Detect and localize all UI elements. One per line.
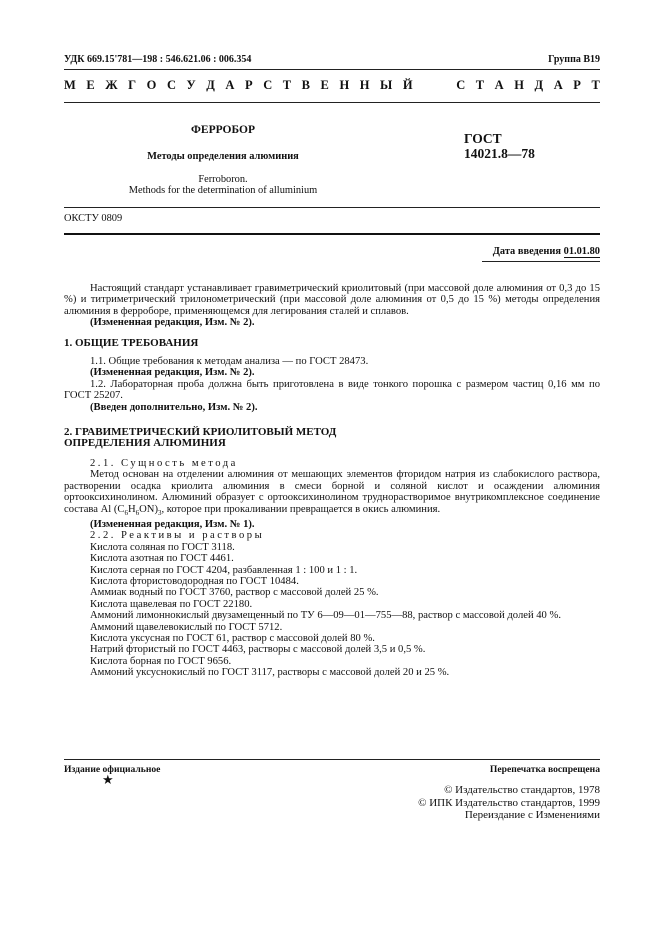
section-1-heading: 1. ОБЩИЕ ТРЕБОВАНИЯ <box>64 336 199 349</box>
banner-letter: Т <box>282 78 292 92</box>
okstu-rule <box>64 233 600 235</box>
reagent-item: Кислота азотная по ГОСТ 4461. <box>90 553 234 565</box>
reagent-item: Кислота борная по ГОСТ 9656. <box>90 655 232 667</box>
intro-note: (Измененная редакция, Изм. № 2). <box>90 317 255 329</box>
copyright-1999: © ИПК Издательство стандартов, 1999 <box>418 796 600 809</box>
reagent-item: Кислота фтористоводородная по ГОСТ 10484. <box>90 576 299 588</box>
clause-1-2: 1.2. Лабораторная проба должна быть приготовлена в виде тонкого порошка с размером частиц 0,16 мм по ГОСТ 25207. <box>64 378 600 402</box>
header-rule <box>64 69 600 70</box>
group-code: Группа В19 <box>548 54 600 65</box>
banner-letter: Т <box>591 78 600 92</box>
banner-letter: У <box>186 78 196 92</box>
clause-2-1-note: (Измененная редакция, Изм. № 1). <box>90 519 255 531</box>
banner-letter: Й <box>402 78 413 92</box>
banner-letter: С <box>166 78 176 92</box>
banner-letter: С <box>263 78 273 92</box>
section-2-heading-line1: 2. ГРАВИМЕТРИЧЕСКИЙ КРИОЛИТОВЫЙ МЕТОД <box>64 426 337 439</box>
clause-2-1-text: Метод основан на отделении алюминия от мешающих элементов фторидом натрия из слабокислого раствора, растворении осадка криолита алюминия в смеси борной и соляной кислот и осаждении алюминия ортооксихинолином. Алюминий образует с ортооксихинолином труднорастворимое внутрикомплексное соединение состава Al $(C_6H_6ON)_3$, которое при прокаливании превращается в окись алюминия. <box>64 469 600 517</box>
banner-letter: Е <box>320 78 329 92</box>
udk-code: УДК 669.15'781—198 : 546.621.06 : 006.354 <box>64 54 252 65</box>
clause-1-1: 1.1. Общие требования к методам анализа — по ГОСТ 28473. <box>90 356 369 368</box>
reagent-item: Кислота щавелевая по ГОСТ 22180. <box>90 598 253 610</box>
banner-letter: А <box>494 78 504 92</box>
reagent-item: Кислота серная по ГОСТ 4204, разбавленная 1 : 100 и 1 : 1. <box>90 564 358 576</box>
reagent-item: Кислота соляная по ГОСТ 3118. <box>90 541 235 553</box>
clause-2-1-label: 2.1. Сущность метода <box>90 457 238 469</box>
banner-letter: Р <box>245 78 253 92</box>
reagent-item: Аммоний щавелевокислый по ГОСТ 5712. <box>90 621 283 633</box>
banner-letter: Н <box>359 78 370 92</box>
banner-rule <box>64 102 600 103</box>
gost-number: 14021.8—78 <box>464 146 535 161</box>
copyright-1978: © Издательство стандартов, 1978 <box>444 784 600 796</box>
banner-letter: Е <box>86 78 95 92</box>
banner-letter: Г <box>128 78 137 92</box>
okstu-code: ОКСТУ 0809 <box>64 213 123 224</box>
reagent-list <box>64 542 600 679</box>
banner-letter: Р <box>573 78 581 92</box>
banner-letter <box>423 78 429 93</box>
star-icon: ★ <box>102 772 114 787</box>
intro-paragraph: Настоящий стандарт устанавливает гравиметрический криолитовый (при массовой доле алюминия от 0,3 до 15 %) и титриметрический трилонометрический (при массовой доле алюминия от 0,5 до 15 %) методы определения алюминия в ферроборе, применяющемся для легирования сталей и сплавов. <box>64 283 600 317</box>
section-2-heading <box>64 427 600 450</box>
banner-letter: Д <box>534 78 544 92</box>
banner-letter: А <box>225 78 235 92</box>
reagent-item: Аммоний лимоннокислый двузамещенный по ТУ 6—09—01—755—88, раствор с массовой долей 40 %. <box>90 610 561 622</box>
interstate-standard-banner <box>64 78 600 93</box>
intro-date-label: Дата введения <box>492 246 562 257</box>
doc-title-en: Ferroboron. <box>198 174 248 185</box>
document-body <box>64 283 600 679</box>
reagent-item: Кислота уксусная по ГОСТ 61, раствор с массовой долей 80 %. <box>90 633 375 645</box>
official-edition: Издание официальное <box>64 764 161 775</box>
banner-letter: Ы <box>380 78 393 92</box>
reagent-item: Натрий фтористый по ГОСТ 4463, растворы с массовой долей 3,5 и 0,5 %. <box>90 644 426 656</box>
footer-rule <box>64 759 600 760</box>
reagent-item: Аммиак водный по ГОСТ 3760, раствор с массовой долей 25 %. <box>90 587 379 599</box>
doc-title: ФЕРРОБОР <box>191 124 255 136</box>
reagent-item: Аммоний уксуснокислый по ГОСТ 3117, растворы с массовой долей 20 и 25 %. <box>90 667 450 679</box>
copyright-block <box>418 784 600 822</box>
banner-letter: С <box>456 78 466 92</box>
banner-letter: Д <box>206 78 215 92</box>
intro-date <box>493 246 600 257</box>
reprint-notice: Перепечатка воспрещена <box>489 764 600 775</box>
banner-letter: Ж <box>105 78 118 92</box>
clause-1-2-note: (Введен дополнительно, Изм. № 2). <box>90 401 258 413</box>
banner-letter: Н <box>514 78 524 92</box>
banner-letter: Н <box>339 78 350 92</box>
date-rule <box>482 261 600 262</box>
banner-letter <box>440 78 446 93</box>
gost-label: ГОСТ <box>464 131 502 146</box>
banner-letter: О <box>146 78 157 92</box>
doc-subtitle-en: Methods for the determination of alluminium <box>128 185 318 196</box>
banner-letter: В <box>301 78 310 92</box>
banner-letter: Т <box>475 78 485 92</box>
section-2-heading-line2: ОПРЕДЕЛЕНИЯ АЛЮМИНИЯ <box>64 437 226 450</box>
title-rule <box>64 207 600 208</box>
intro-date-value: 01.01.80 <box>563 246 600 257</box>
clause-1-1-note: (Измененная редакция, Изм. № 2). <box>90 367 255 379</box>
banner-letter: А <box>553 78 563 92</box>
doc-subtitle: Методы определения алюминия <box>147 151 299 162</box>
banner-letter: М <box>64 78 76 92</box>
reissue-note: Переиздание с Изменениями <box>464 809 600 821</box>
clause-2-2-label: 2.2. Реактивы и растворы <box>90 530 265 542</box>
